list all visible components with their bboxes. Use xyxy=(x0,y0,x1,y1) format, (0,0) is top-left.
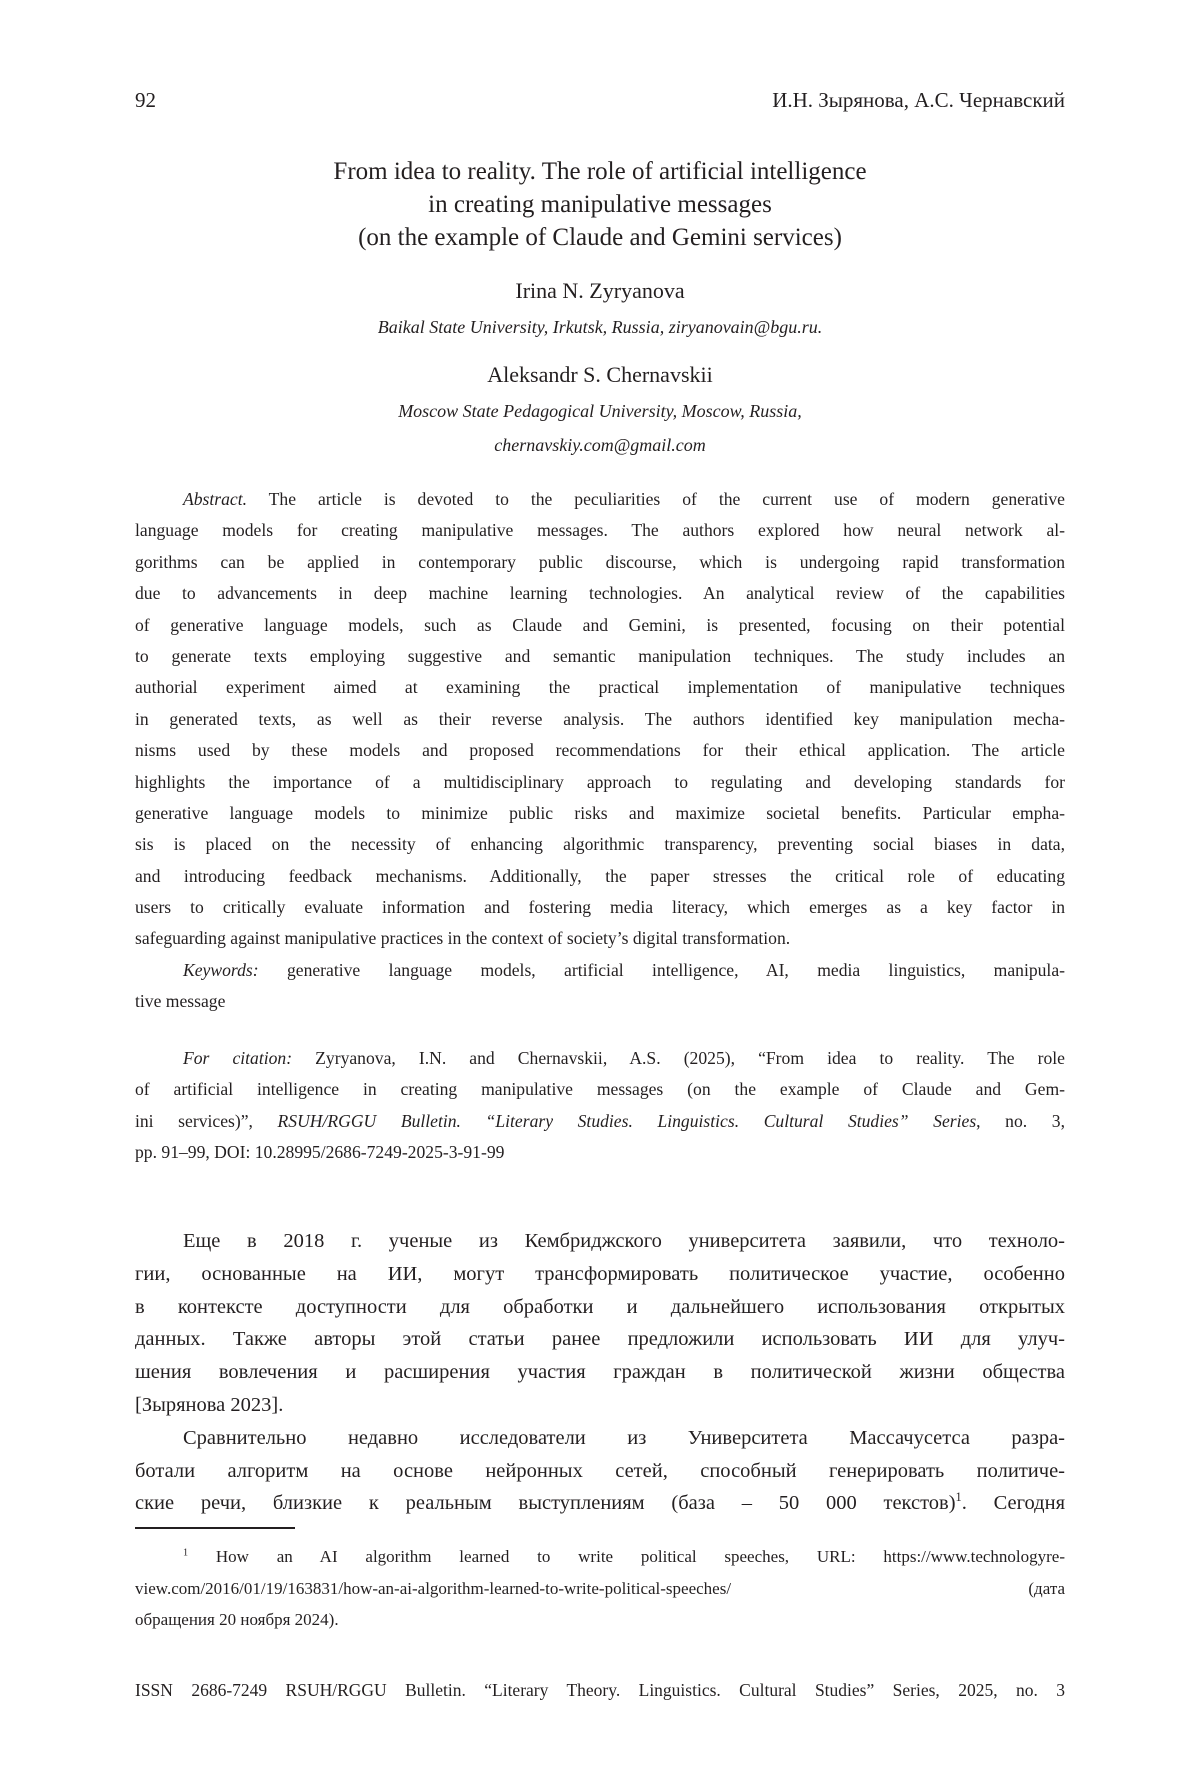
text-line xyxy=(135,829,1065,860)
text-segment: users to critically evaluate information and fostering media literacy, which emerges as a key factor in xyxy=(135,897,1065,917)
text-line xyxy=(135,861,1065,892)
text-line xyxy=(135,1258,1065,1291)
text-line xyxy=(135,798,1065,829)
text-line xyxy=(135,1541,1065,1573)
abstract xyxy=(135,484,1065,955)
text-line xyxy=(135,1604,1065,1636)
text-line xyxy=(135,515,1065,546)
running-head: И.Н. Зырянова, А.С. Чернавский xyxy=(772,88,1065,113)
text-segment: view.com/2016/01/19/163831/how-an-ai-algorithm-learned-to-write-political-speeches/ (дата xyxy=(135,1579,1065,1598)
text-line xyxy=(135,735,1065,766)
footnote xyxy=(135,1541,1065,1636)
article-title xyxy=(135,155,1065,254)
text-segment: обращения 20 ноября 2024). xyxy=(135,1610,339,1629)
title-line: in creating manipulative messages xyxy=(135,188,1065,221)
text-segment: generative language models to minimize public risks and maximize societal benefits. Particular empha- xyxy=(135,803,1065,823)
text-segment: sis is placed on the necessity of enhancing algorithmic transparency, preventing social biases in data, xyxy=(135,834,1065,854)
text-line xyxy=(135,1573,1065,1605)
text-segment: highlights the importance of a multidisciplinary approach to regulating and developing standards for xyxy=(135,772,1065,792)
author-affiliation: Moscow State Pedagogical University, Moscow, Russia, xyxy=(135,395,1065,428)
text-line xyxy=(135,1106,1065,1137)
text-segment: [Зырянова 2023]. xyxy=(135,1394,283,1416)
italic-text: Keywords: xyxy=(183,960,259,980)
text-line xyxy=(135,1323,1065,1356)
text-segment: nisms used by these models and proposed recommendations for their ethical application. The article xyxy=(135,740,1065,760)
text-line xyxy=(135,1455,1065,1488)
italic-text: For citation: xyxy=(183,1048,292,1068)
title-line: (on the example of Claude and Gemini services) xyxy=(135,221,1065,254)
text-segment: to generate texts employing suggestive and semantic manipulation techniques. The study includes an xyxy=(135,646,1065,666)
text-line xyxy=(135,986,1065,1017)
page-footer: ISSN 2686-7249 RSUH/RGGU Bulletin. “Literary Theory. Linguistics. Cultural Studies” Series, 2025, no. 3 xyxy=(135,1680,1065,1701)
text-line xyxy=(135,1225,1065,1258)
text-line xyxy=(135,1291,1065,1324)
text-line xyxy=(135,955,1065,986)
text-segment: and introducing feedback mechanisms. Additionally, the paper stresses the critical role of educating xyxy=(135,866,1065,886)
text-line xyxy=(135,1356,1065,1389)
body-text xyxy=(135,1225,1065,1520)
text-segment: The article is devoted to the peculiarities of the current use of modern generative xyxy=(247,489,1065,509)
text-segment: gorithms can be applied in contemporary public discourse, which is undergoing rapid transformation xyxy=(135,552,1065,572)
text-line xyxy=(135,1043,1065,1074)
text-segment: due to advancements in deep machine learning technologies. An analytical review of the capabilities xyxy=(135,583,1065,603)
text-segment: ские речи, близкие к реальным выступлениям (база – 50 000 текстов) xyxy=(135,1492,956,1514)
footnote-ref: 1 xyxy=(183,1547,188,1558)
text-segment: данных. Также авторы этой статьи ранее предложили использовать ИИ для улуч- xyxy=(135,1328,1065,1350)
text-segment: of generative language models, such as Claude and Gemini, is presented, focusing on their potential xyxy=(135,615,1065,635)
text-segment: Zyryanova, I.N. and Chernavskii, A.S. (2025), “From idea to reality. The role xyxy=(292,1048,1065,1068)
author-name: Aleksandr S. Chernavskii xyxy=(135,362,1065,388)
text-line xyxy=(135,1422,1065,1455)
text-line xyxy=(135,578,1065,609)
page-number: 92 xyxy=(135,88,156,113)
keywords xyxy=(135,955,1065,1018)
citation xyxy=(135,1043,1065,1169)
text-segment: in generated texts, as well as their reverse analysis. The authors identified key manipulation mecha- xyxy=(135,709,1065,729)
text-segment: шения вовлечения и расширения участия граждан в политической жизни общества xyxy=(135,1361,1065,1383)
text-segment: гии, основанные на ИИ, могут трансформировать политическое участие, особенно xyxy=(135,1263,1065,1285)
author-name: Irina N. Zyryanova xyxy=(135,278,1065,304)
text-line xyxy=(135,892,1065,923)
text-segment: , no. 3, xyxy=(976,1111,1065,1131)
text-segment: ботали алгоритм на основе нейронных сетей, способный генерировать политиче- xyxy=(135,1460,1065,1482)
text-segment: safeguarding against manipulative practices in the context of society’s digital transformation. xyxy=(135,928,790,948)
author-email: chernavskiy.com@gmail.com xyxy=(135,429,1065,462)
italic-text: RSUH/RGGU Bulletin. “Literary Studies. Linguistics. Cultural Studies” Series xyxy=(278,1111,977,1131)
text-line xyxy=(135,672,1065,703)
footnote-divider xyxy=(135,1527,295,1529)
author-affiliation: Baikal State University, Irkutsk, Russia, ziryanovain@bgu.ru. xyxy=(135,311,1065,344)
text-line xyxy=(135,704,1065,735)
text-line xyxy=(135,1389,1065,1422)
text-line xyxy=(135,1487,1065,1520)
text-segment: pp. 91–99, DOI: 10.28995/2686-7249-2025-3-91-99 xyxy=(135,1142,504,1162)
text-segment: authorial experiment aimed at examining the practical implementation of manipulative techniques xyxy=(135,677,1065,697)
text-line xyxy=(135,610,1065,641)
text-line xyxy=(135,641,1065,672)
text-line xyxy=(135,923,1065,954)
text-segment: tive message xyxy=(135,991,225,1011)
text-segment: Еще в 2018 г. ученые из Кембриджского университета заявили, что техноло- xyxy=(183,1230,1065,1252)
text-line xyxy=(135,1137,1065,1168)
text-line xyxy=(135,767,1065,798)
text-line xyxy=(135,484,1065,515)
text-line xyxy=(135,547,1065,578)
text-segment: . Сегодня xyxy=(962,1492,1065,1514)
italic-text: Abstract. xyxy=(183,489,247,509)
text-line xyxy=(135,1074,1065,1105)
text-segment: generative language models, artificial intelligence, AI, media linguistics, manipula- xyxy=(259,960,1065,980)
text-segment: language models for creating manipulative messages. The authors explored how neural network al- xyxy=(135,520,1065,540)
text-segment: в контексте доступности для обработки и дальнейшего использования открытых xyxy=(135,1296,1065,1318)
footnote-ref: 1 xyxy=(956,1491,962,1505)
title-line: From idea to reality. The role of artificial intelligence xyxy=(135,155,1065,188)
text-segment: of artificial intelligence in creating manipulative messages (on the example of Claude and Gem- xyxy=(135,1079,1065,1099)
text-segment: Сравнительно недавно исследователи из Университета Массачусетса разра- xyxy=(183,1427,1065,1449)
text-segment: ini services)”, xyxy=(135,1111,278,1131)
text-segment: How an AI algorithm learned to write political speeches, URL: https://www.technologyre- xyxy=(188,1547,1065,1566)
